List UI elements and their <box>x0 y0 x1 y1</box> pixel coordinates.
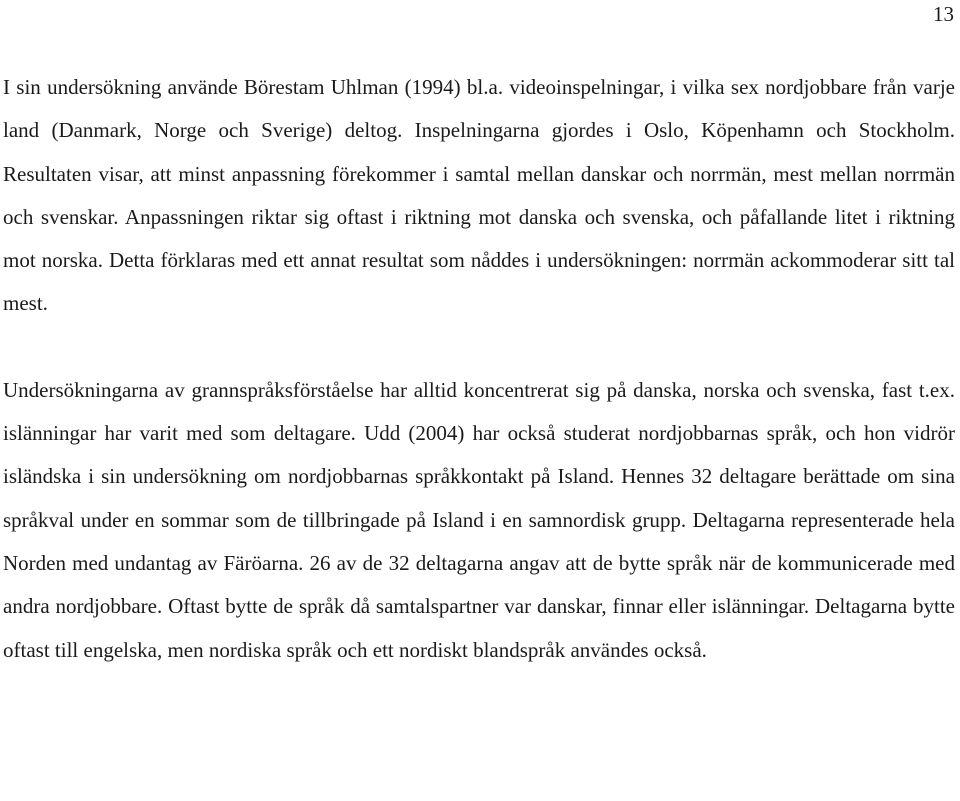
document-body <box>3 66 955 672</box>
paragraph-2: Undersökningarna av grannspråksförståelse har alltid koncentrerat sig på danska, norska och svenska, fast t.ex. islänningar har varit med som deltagare. Udd (2004) har också studerat nordjobbarnas språk, och hon vidrör isländska i sin undersökning om nordjobbarnas språkkontakt på Island. Hennes 32 deltagare berättade om sina språkval under en sommar som de tillbringade på Island i en samnordisk grupp. Deltagarna representerade hela Norden med undantag av Färöarna. 26 av de 32 deltagarna angav att de bytte språk när de kommunicerade med andra nordjobbare. Oftast bytte de språk då samtalspartner var danskar, finnar eller islänningar. Deltagarna bytte oftast till engelska, men nordiska språk och ett nordiskt blandspråk användes också. <box>3 377 955 662</box>
page-number: 13 <box>933 2 954 26</box>
paragraph-1: I sin undersökning använde Börestam Uhlman (1994) bl.a. videoinspelningar, i vilka sex nordjobbare från varje land (Danmark, Norge och Sverige) deltog. Inspelningarna gjordes i Oslo, Köpenhamn och Stockholm. Resultaten visar, att minst anpassning förekommer i samtal mellan danskar och norrmän, mest mellan norrmän och svenskar. Anpassningen riktar sig oftast i riktning mot danska och svenska, och påfallande litet i riktning mot norska. Detta förklaras med ett annat resultat som nåddes i undersökningen: norrmän ackommoderar sitt tal mest. <box>3 75 955 316</box>
